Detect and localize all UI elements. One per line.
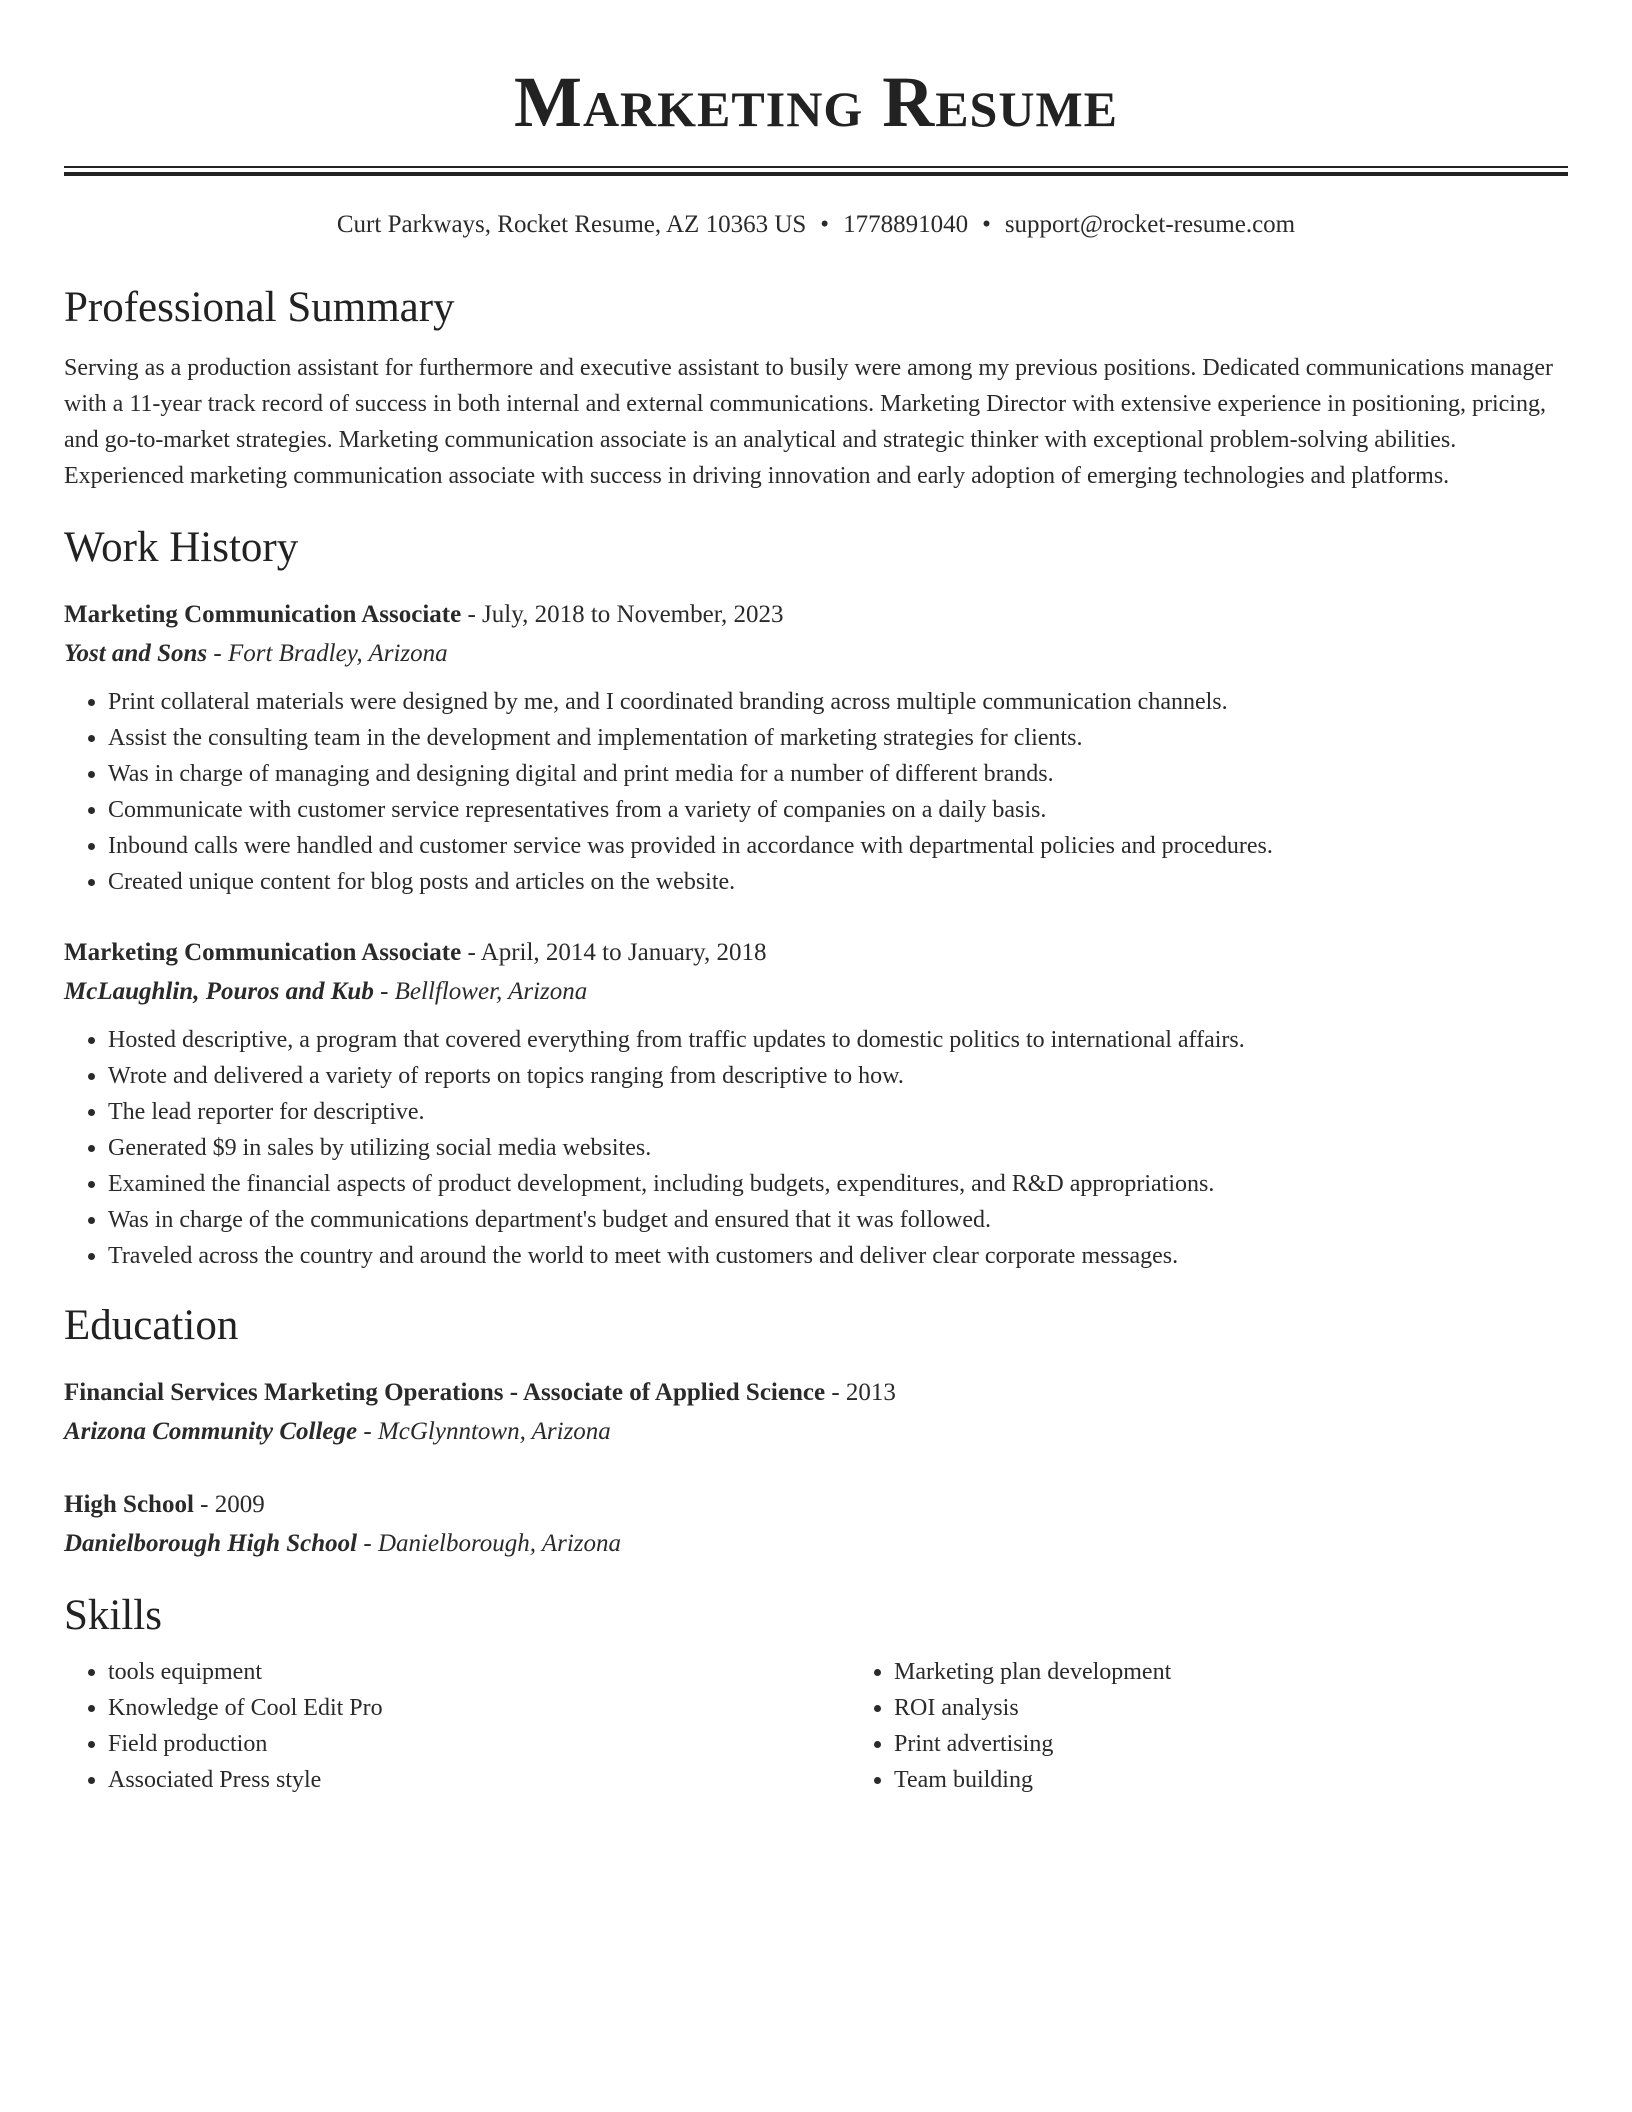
contact-address: Curt Parkways, Rocket Resume, AZ 10363 US bbox=[336, 211, 807, 238]
job-bullet: • Generated $9 in sales by utilizing social media websites. bbox=[108, 1130, 1568, 1166]
skill-item: • Marketing plan development bbox=[894, 1654, 1568, 1690]
job-bullet: • Was in charge of the communications department's budget and ensured that it was followed. bbox=[108, 1202, 1568, 1238]
degree-year: - 2013 bbox=[825, 1379, 896, 1406]
job-bullet: • Print collateral materials were designed by me, and I coordinated branding across multiple communication channels. bbox=[108, 684, 1568, 720]
skill-item: • Team building bbox=[894, 1762, 1568, 1798]
education-entry bbox=[64, 1374, 1568, 1452]
company-line bbox=[64, 972, 1568, 1012]
company-name: McLaughlin, Pouros and Kub bbox=[64, 978, 374, 1005]
skills-heading: Skills bbox=[64, 1592, 162, 1639]
contact-line bbox=[64, 208, 1568, 242]
skills-columns bbox=[64, 1654, 1568, 1798]
degree-year: - 2009 bbox=[193, 1491, 265, 1518]
contact-separator: • bbox=[982, 211, 991, 238]
job-title-line bbox=[64, 934, 1568, 972]
skill-item: • Knowledge of Cool Edit Pro bbox=[108, 1690, 850, 1726]
job-dates: - July, 2018 to November, 2023 bbox=[461, 601, 784, 628]
school-location: - McGlynntown, Arizona bbox=[357, 1418, 611, 1445]
job-dates: - April, 2014 to January, 2018 bbox=[461, 939, 767, 966]
job-bullet: • The lead reporter for descriptive. bbox=[108, 1094, 1568, 1130]
company-location: - Fort Bradley, Arizona bbox=[207, 640, 448, 667]
job-bullet: • Created unique content for blog posts and articles on the website. bbox=[108, 864, 1568, 900]
skills-list-left bbox=[64, 1654, 850, 1798]
skills-list-right bbox=[850, 1654, 1568, 1798]
summary-text: Serving as a production assistant for furthermore and executive assistant to busily were among my previous positions. Dedicated communications manager with a 11-year track record of success in both internal and external communications. Marketing Director with extensive experience in positioning, pricing, and go-to-market strategies. Marketing communication associate is an analytical and strategic thinker with exceptional problem-solving abilities. Experienced marketing communication associate with success in driving innovation and early adoption of emerging technologies and platforms. bbox=[64, 355, 1553, 489]
education-heading: Education bbox=[64, 1302, 239, 1349]
degree-name: High School bbox=[64, 1491, 194, 1518]
degree-name: Financial Services Marketing Operations - Associate of Applied Science bbox=[64, 1379, 826, 1406]
summary-heading: Professional Summary bbox=[64, 284, 455, 331]
job-bullet: • Assist the consulting team in the development and implementation of marketing strategies for clients. bbox=[108, 720, 1568, 756]
job-title: Marketing Communication Associate bbox=[64, 601, 462, 628]
contact-email: support@rocket-resume.com bbox=[1004, 211, 1296, 238]
company-name: Yost and Sons bbox=[64, 640, 208, 667]
degree-line bbox=[64, 1374, 1568, 1412]
job-bullet: • Communicate with customer service representatives from a variety of companies on a daily basis. bbox=[108, 792, 1568, 828]
work-history-heading: Work History bbox=[64, 524, 299, 571]
job-bullets bbox=[64, 1022, 1568, 1274]
skill-item: • Print advertising bbox=[894, 1726, 1568, 1762]
school-line bbox=[64, 1412, 1568, 1452]
job-entry bbox=[64, 596, 1568, 900]
school-name: Arizona Community College bbox=[64, 1418, 358, 1445]
skill-item: • ROI analysis bbox=[894, 1690, 1568, 1726]
skill-item: • tools equipment bbox=[108, 1654, 850, 1690]
resume-title: Marketing Resume bbox=[513, 62, 1119, 142]
contact-phone: 1778891040 bbox=[843, 211, 969, 238]
job-bullets bbox=[64, 684, 1568, 900]
job-bullet: • Wrote and delivered a variety of reports on topics ranging from descriptive to how. bbox=[108, 1058, 1568, 1094]
job-bullet: • Was in charge of managing and designing digital and print media for a number of different brands. bbox=[108, 756, 1568, 792]
education-entry bbox=[64, 1486, 1568, 1564]
company-location: - Bellflower, Arizona bbox=[373, 978, 588, 1005]
job-entry bbox=[64, 934, 1568, 1274]
title-double-rule bbox=[64, 166, 1568, 176]
job-bullet: • Traveled across the country and around the world to meet with customers and deliver clear corporate messages. bbox=[108, 1238, 1568, 1274]
school-location: - Danielborough, Arizona bbox=[357, 1530, 622, 1557]
skill-item: • Associated Press style bbox=[108, 1762, 850, 1798]
skill-item: • Field production bbox=[108, 1726, 850, 1762]
job-bullet: • Examined the financial aspects of product development, including budgets, expenditures, and R&D appropriations. bbox=[108, 1166, 1568, 1202]
contact-separator: • bbox=[820, 211, 830, 238]
job-bullet: • Inbound calls were handled and customer service was provided in accordance with departmental policies and procedures. bbox=[108, 828, 1568, 864]
school-line bbox=[64, 1524, 1568, 1564]
job-bullet: • Hosted descriptive, a program that covered everything from traffic updates to domestic politics to international affairs. bbox=[108, 1022, 1568, 1058]
job-title-line bbox=[64, 596, 1568, 634]
degree-line bbox=[64, 1486, 1568, 1524]
job-title: Marketing Communication Associate bbox=[64, 939, 462, 966]
school-name: Danielborough High School bbox=[64, 1530, 358, 1557]
company-line bbox=[64, 634, 1568, 674]
